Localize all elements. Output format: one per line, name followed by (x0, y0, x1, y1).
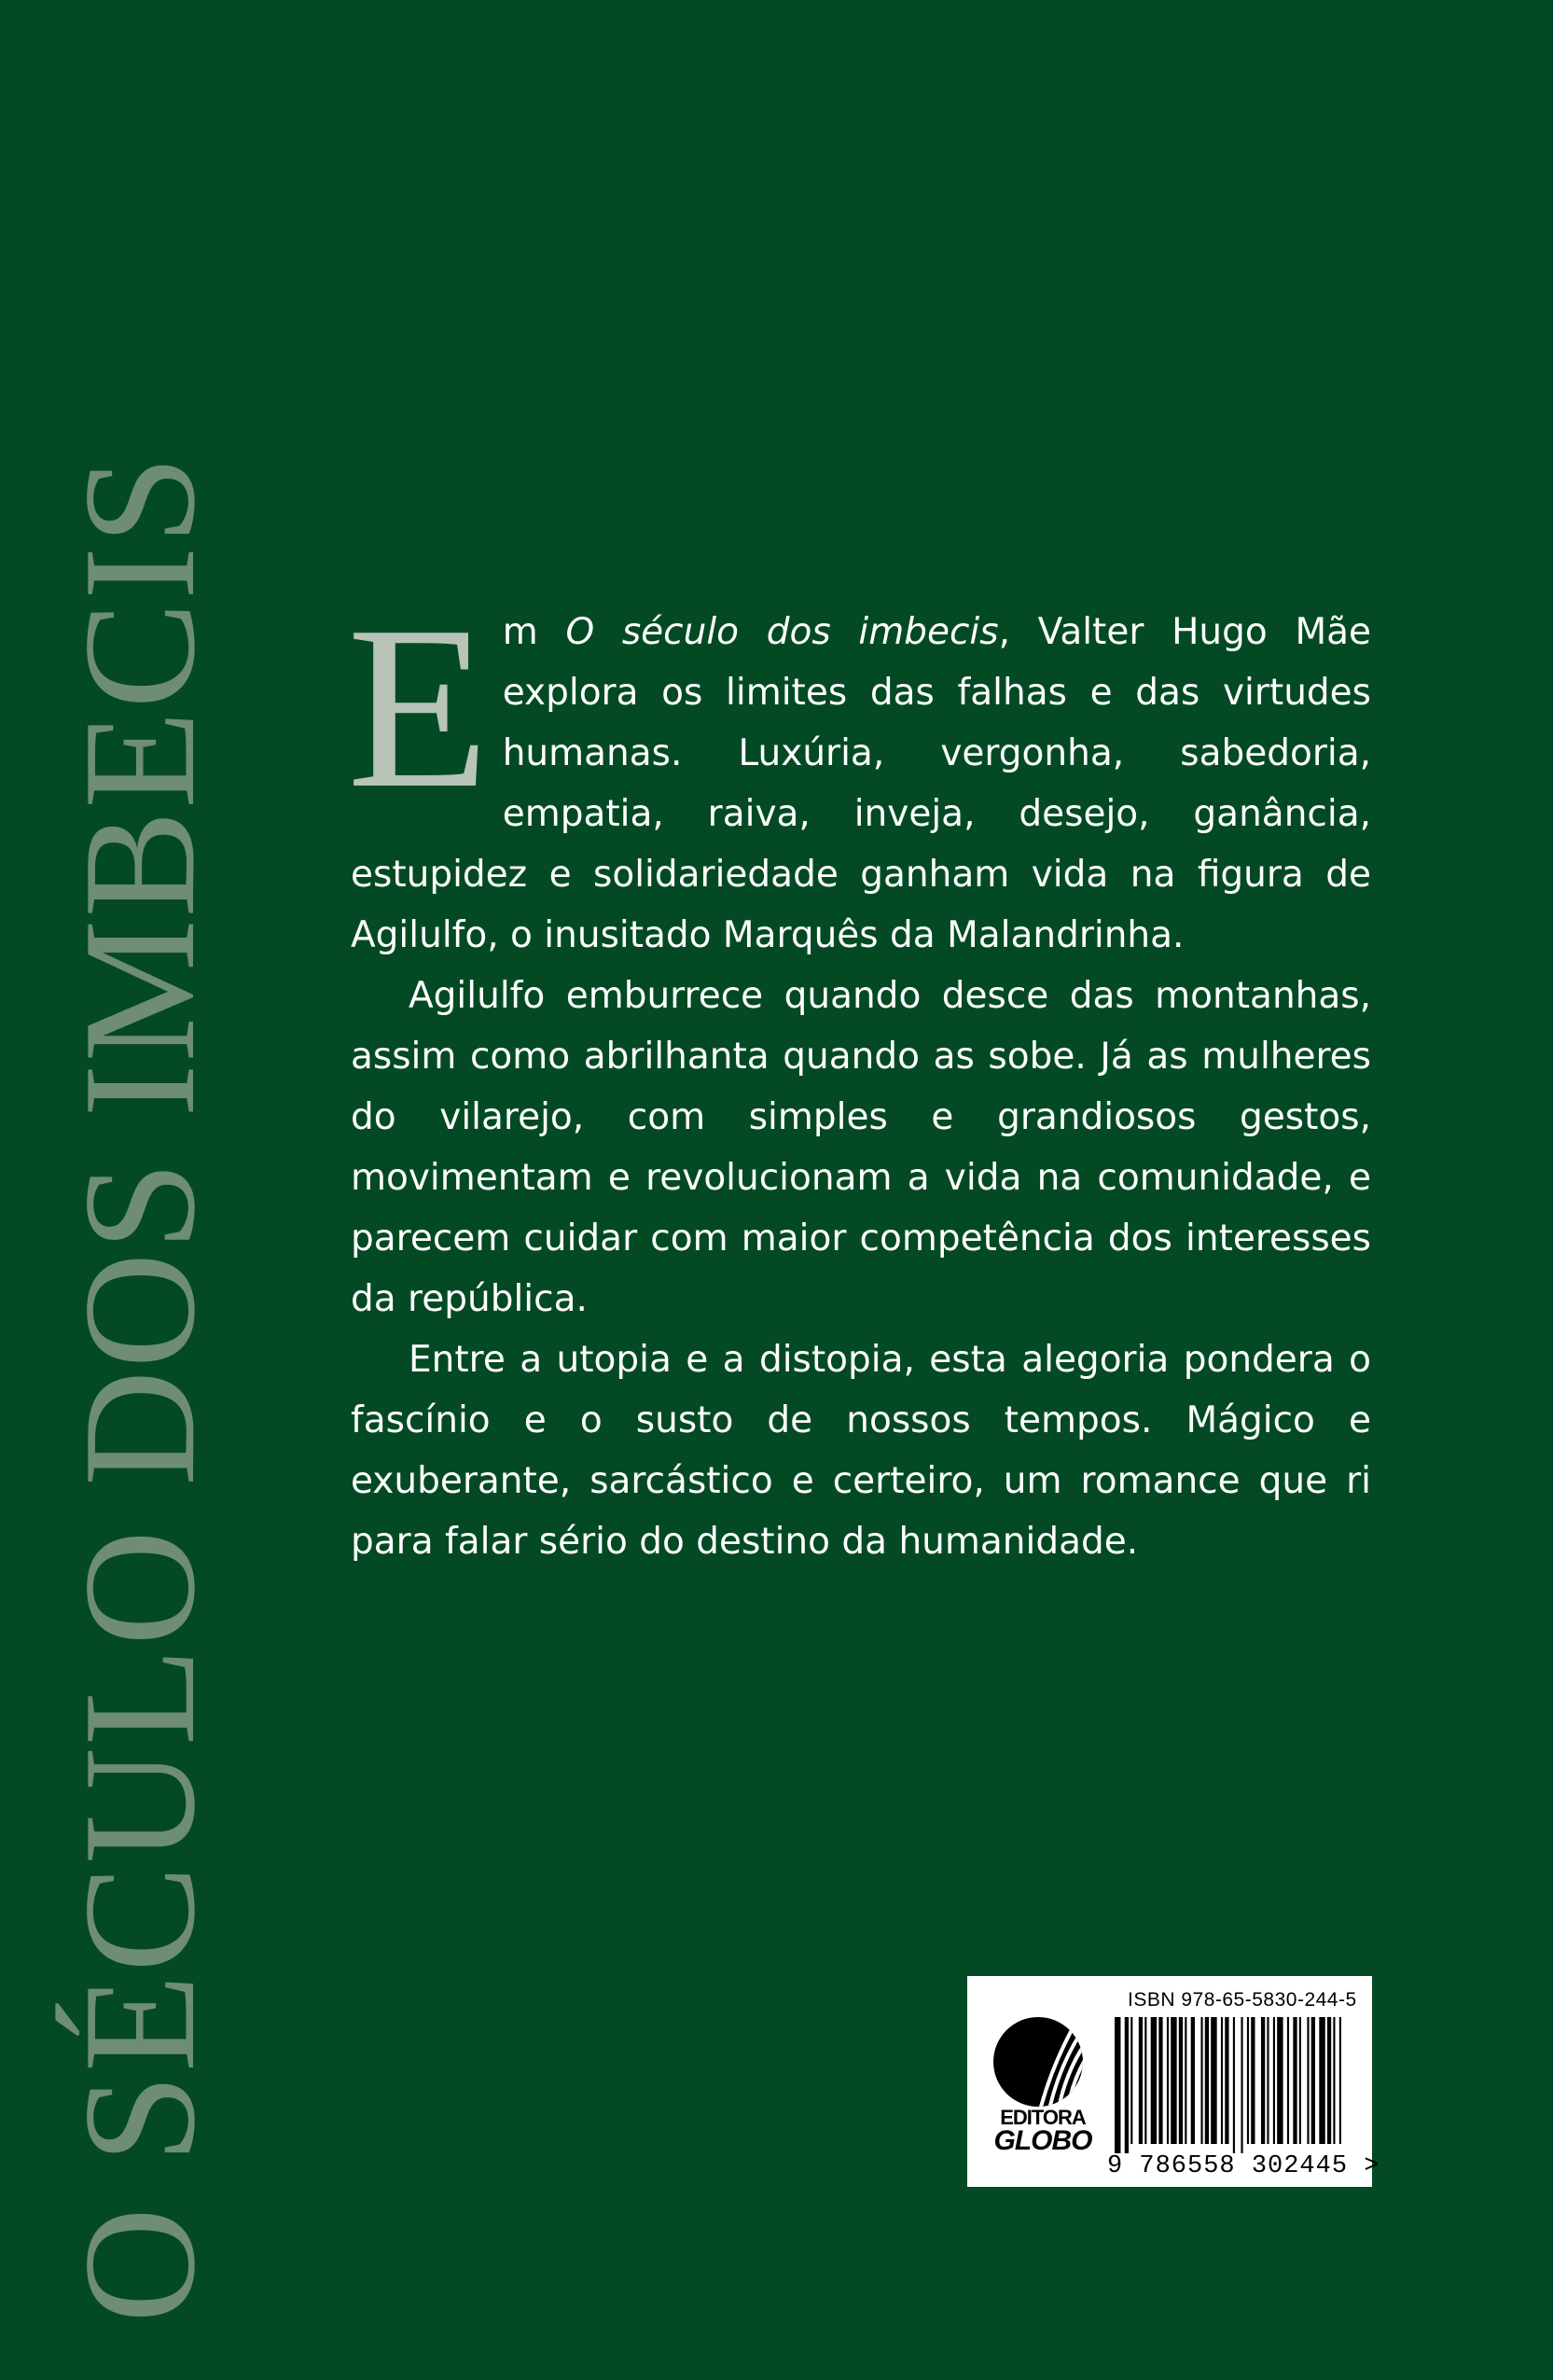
barcode-bar (1191, 2017, 1195, 2144)
drop-cap: E (347, 578, 490, 837)
blurb-paragraph-3: Entre a utopia e a distopia, esta alegoria pondera o fascínio e o susto de nossos tempos. Mágico e exuberante, sarcástico e certeiro, um romance que ri para falar sério do destino da humanidade. (351, 1339, 1371, 1563)
barcode-digits: 9 786558 302445 > (1107, 2152, 1380, 2180)
barcode-bar (1205, 2017, 1209, 2144)
barcode-bar (1225, 2017, 1228, 2144)
barcode-bar (1293, 2017, 1296, 2144)
barcode-bar (1115, 2017, 1120, 2153)
back-cover-blurb (347, 578, 1372, 1572)
barcode-bar (1277, 2017, 1283, 2144)
barcode-bar (1158, 2017, 1162, 2144)
barcode-bar (1221, 2017, 1223, 2144)
barcode-bar (1211, 2017, 1216, 2144)
barcode-bar (1339, 2017, 1341, 2144)
barcode-bar (1299, 2017, 1301, 2144)
barcode-bar (1247, 2017, 1249, 2144)
publisher-name-line2: GLOBO (993, 2125, 1092, 2156)
barcode-bar (1179, 2017, 1183, 2144)
barcode-bar (1144, 2017, 1146, 2144)
barcode-bar (1185, 2017, 1186, 2144)
barcode-bar (1333, 2017, 1335, 2144)
barcode-bar (1311, 2017, 1315, 2144)
blurb-paragraph-1 (347, 578, 1372, 966)
barcode-bars (1107, 2017, 1352, 2153)
blurb-p1-rest: , Valter Hugo Mãe explora os limites das falhas e das virtudes humanas. Luxúria, vergonha, sabedoria, empatia, raiva, inveja, desejo, ganância, estupidez e solidariedade ganham vida na figura de Agilulfo, o inusitado Marquês da Malandrinha. (351, 611, 1372, 956)
barcode-panel (967, 1976, 1380, 2187)
barcode-bar (1139, 2017, 1143, 2144)
barcode-bar (1273, 2017, 1275, 2144)
editora-globo-logo-icon (991, 2015, 1085, 2109)
barcode-bar (1267, 2017, 1269, 2144)
blurb-p1-start: m (502, 611, 566, 653)
barcode-bar (1307, 2017, 1309, 2144)
isbn-label: ISBN 978-65-5830-244-5 (1128, 1989, 1357, 2011)
barcode-bar (1261, 2017, 1265, 2144)
barcode-bar (1171, 2017, 1176, 2144)
book-title-italic: O século dos imbecis (565, 611, 999, 653)
barcode-bar (1251, 2017, 1255, 2144)
barcode-bar (1167, 2017, 1169, 2144)
publisher-name-line1: EDITORA (1000, 2106, 1086, 2129)
barcode-bar (1125, 2017, 1129, 2153)
barcode-bar (1200, 2017, 1202, 2144)
barcode-bar (1327, 2017, 1331, 2144)
barcode-bar (1241, 2017, 1242, 2153)
barcode-bar (1287, 2017, 1289, 2144)
barcode-bar (1151, 2017, 1157, 2144)
spine-title: O SÉCULO DOS IMBECIS (51, 453, 229, 2323)
barcode-bar (1319, 2017, 1324, 2144)
blurb-paragraph-2: Agilulfo emburrece quando desce das montanhas, assim como abrilhanta quando as sobe. Já as mulheres do vilarejo, com simples e grandiosos gestos, movimentam e revolucionam a vida na comunidade, e parecem cuidar com maior competência dos interesses da república. (351, 975, 1371, 1320)
barcode-bar (1130, 2017, 1132, 2144)
barcode-bar (1233, 2017, 1235, 2153)
